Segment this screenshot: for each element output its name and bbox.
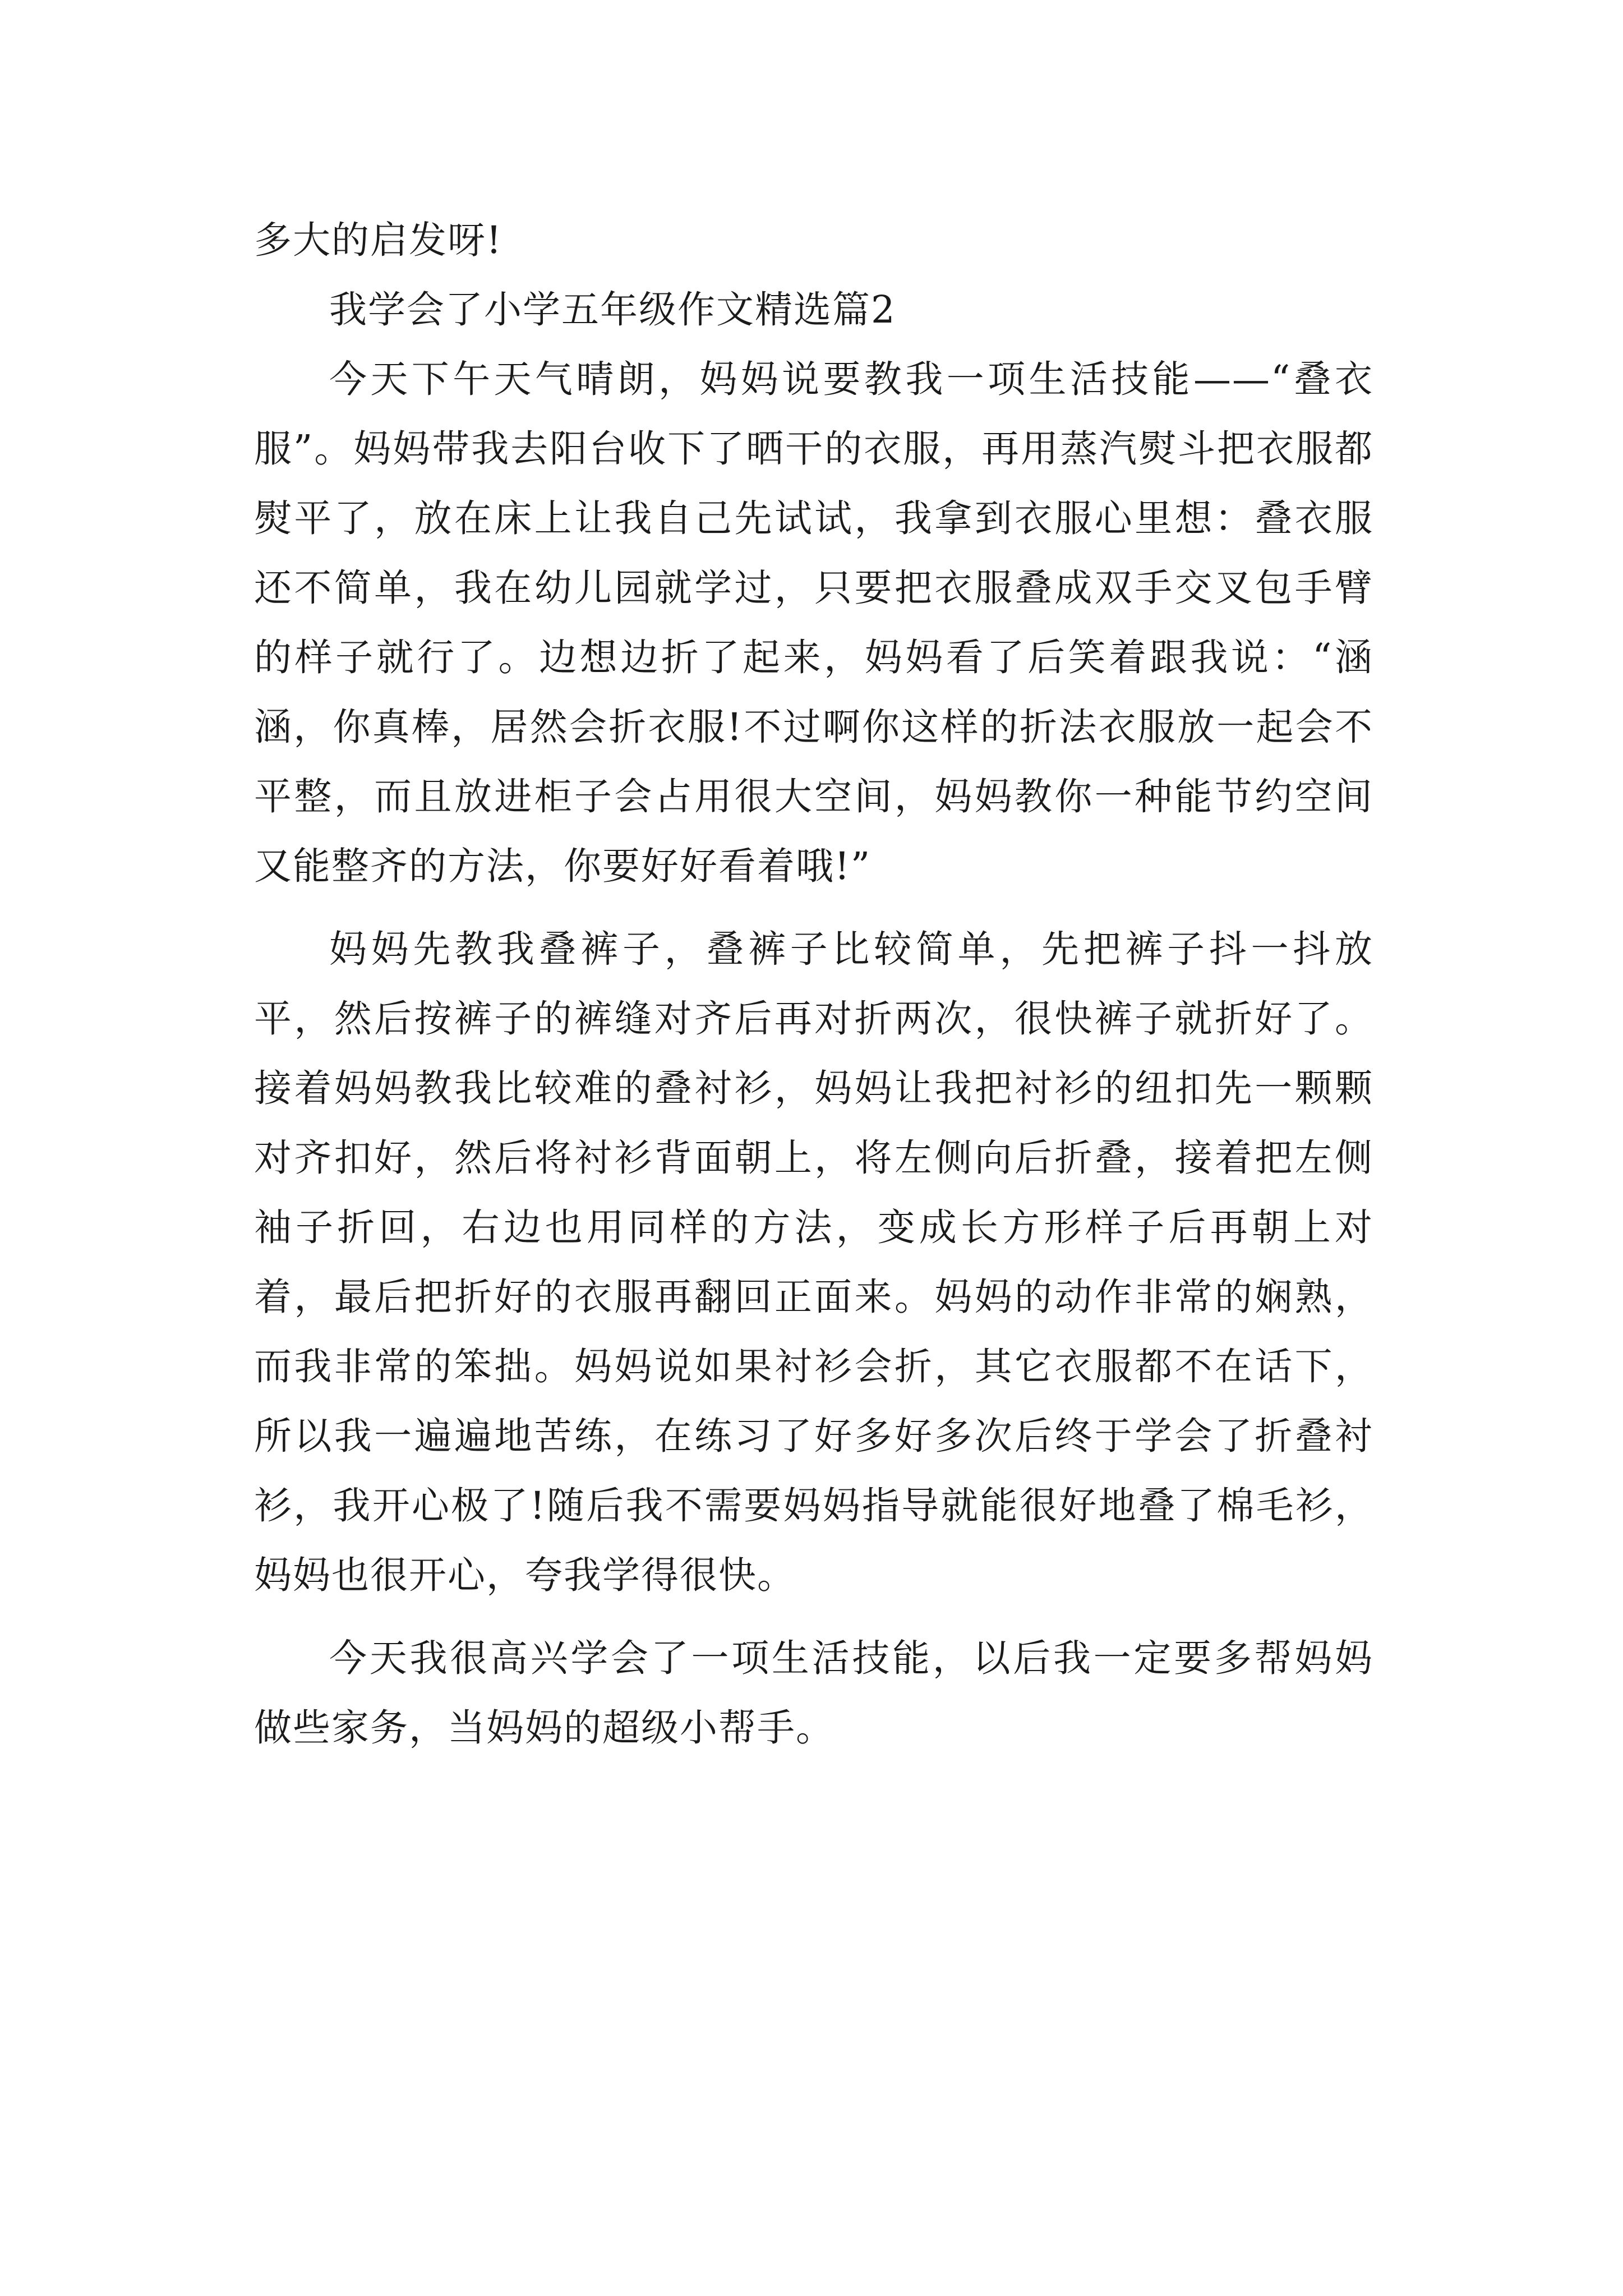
paragraph-1: 今天下午天气晴朗，妈妈说要教我一项生活技能——“叠衣服”。妈妈带我去阳台收下了晒干的衣服，再用蒸汽熨斗把衣服都熨平了，放在床上让我自己先试试，我拿到衣服心里想：叠衣服还不简单，我在幼儿园就学过，只要把衣服叠成双手交叉包手臂的样子就行了。边想边折了起来，妈妈看了后笑着跟我说：“涵涵，你真棒，居然会折衣服!不过啊你这样的折法衣服放一起会不平整，而且放进柜子会占用很大空间，妈妈教你一种能节约空间又能整齐的方法，你要好好看着哦!” xyxy=(254,357,1373,888)
essay-title: 我学会了小学五年级作文精选篇2 xyxy=(329,288,896,332)
paragraph-2: 妈妈先教我叠裤子，叠裤子比较简单，先把裤子抖一抖放平，然后按裤子的裤缝对齐后再对折两次，很快裤子就折好了。接着妈妈教我比较难的叠衬衫，妈妈让我把衬衫的纽扣先一颗颗对齐扣好，然后将衬衫背面朝上，将左侧向后折叠，接着把左侧袖子折回，右边也用同样的方法，变成长方形样子后再朝上对着，最后把折好的衣服再翻回正面来。妈妈的动作非常的娴熟，而我非常的笨拙。妈妈说如果衬衫会折，其它衣服都不在话下，所以我一遍遍地苦练，在练习了好多好多次后终于学会了折叠衬衫，我开心极了!随后我不需要妈妈指导就能很好地叠了棉毛衫，妈妈也很开心，夸我学得很快。 xyxy=(254,927,1373,1597)
continuation-text: 多大的启发呀! xyxy=(254,218,502,262)
paragraph-3: 今天我很高兴学会了一项生活技能，以后我一定要多帮妈妈做些家务，当妈妈的超级小帮手。 xyxy=(254,1636,1373,1750)
essay-body xyxy=(254,205,1373,1763)
